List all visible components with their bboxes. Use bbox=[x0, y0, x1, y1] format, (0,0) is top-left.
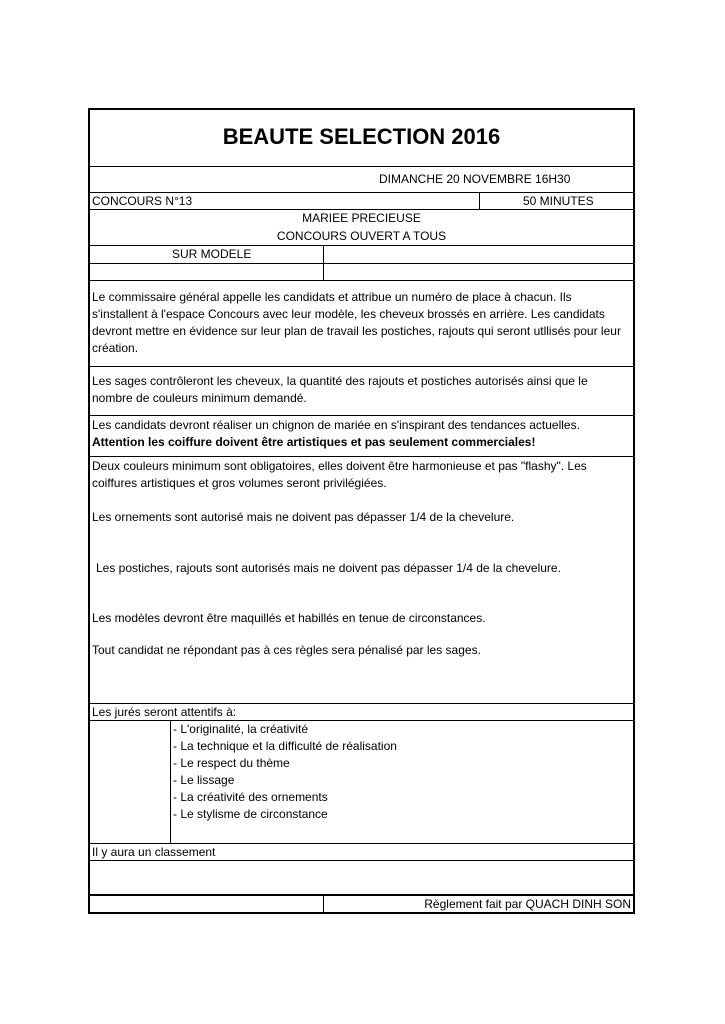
event-date: DIMANCHE 20 NOVEMBRE 16H30 bbox=[379, 172, 571, 186]
task-paragraph bbox=[92, 417, 629, 451]
sages-paragraph: Les sages contrôleront les cheveux, la quantité des rajouts et postiches autorisés ainsi que le nombre de couleurs minimum demandé. bbox=[92, 374, 588, 405]
row-divider bbox=[90, 860, 633, 861]
model-label: SUR MODELE bbox=[172, 247, 252, 261]
rules-sheet bbox=[88, 108, 635, 914]
jury-criterion: - La technique et la difficulté de réalisation bbox=[173, 739, 397, 753]
contest-duration: 50 MINUTES bbox=[523, 194, 594, 208]
row-divider bbox=[90, 415, 633, 416]
row-divider bbox=[90, 720, 633, 721]
jury-criterion: - L'originalité, la créativité bbox=[173, 722, 309, 736]
penalty-paragraph: Tout candidat ne répondant pas à ces règles sera pénalisé par les sages. bbox=[92, 643, 481, 657]
jury-heading: Les jurés seront attentifs à: bbox=[92, 705, 237, 719]
page-title: BEAUTE SELECTION 2016 bbox=[222, 124, 501, 149]
row-divider bbox=[90, 280, 633, 281]
row-divider bbox=[90, 366, 633, 367]
column-divider bbox=[170, 720, 171, 843]
postiches-paragraph: Les postiches, rajouts sont autorisés mais ne doivent pas dépasser 1/4 de la chevelure. bbox=[96, 561, 561, 575]
task-text: Les candidats devront réaliser un chignon de mariée en s'inspirant des tendances actuelles. bbox=[92, 418, 580, 432]
ranking-text: Il y aura un classement bbox=[92, 845, 216, 859]
column-divider bbox=[479, 192, 480, 209]
column-divider bbox=[323, 894, 324, 914]
colors-paragraph: Deux couleurs minimum sont obligatoires, elles doivent être harmonieuse et pas "flashy". Les coiffures artistiques et gros volumes seront privilégiées. bbox=[92, 459, 587, 490]
contest-open: CONCOURS OUVERT A TOUS bbox=[276, 229, 447, 243]
jury-criterion: - La créativité des ornements bbox=[173, 790, 328, 804]
jury-criterion: - Le stylisme de circonstance bbox=[173, 807, 328, 821]
jury-criterion: - Le lissage bbox=[173, 773, 235, 787]
row-divider bbox=[90, 456, 633, 457]
warning-text: Attention les coiffure doivent être artistiques et pas seulement commerciales! bbox=[92, 435, 536, 449]
ornaments-paragraph: Les ornements sont autorisé mais ne doivent pas dépasser 1/4 de la chevelure. bbox=[92, 510, 515, 524]
contest-number: CONCOURS N°13 bbox=[92, 194, 193, 208]
intro-paragraph: Le commissaire général appelle les candidats et attribue un numéro de place à chacun. Ils s'installent à l'espace Concours avec leur modèle, les cheveux brossés en arrière. Les candidats devront mettre en évidence sur leur plan de travail les postiches, rajouts qui seront utllisés pour leur création. bbox=[92, 290, 621, 355]
jury-criterion: - Le respect du thème bbox=[173, 756, 290, 770]
contest-name: MARIEE PRECIEUSE bbox=[302, 211, 421, 225]
row-divider bbox=[90, 263, 633, 264]
makeup-paragraph: Les modèles devront être maquillés et habillés en tenue de circonstances. bbox=[92, 611, 486, 625]
footer-author: Règlement fait par QUACH DINH SON bbox=[424, 897, 631, 911]
row-divider bbox=[90, 166, 633, 167]
